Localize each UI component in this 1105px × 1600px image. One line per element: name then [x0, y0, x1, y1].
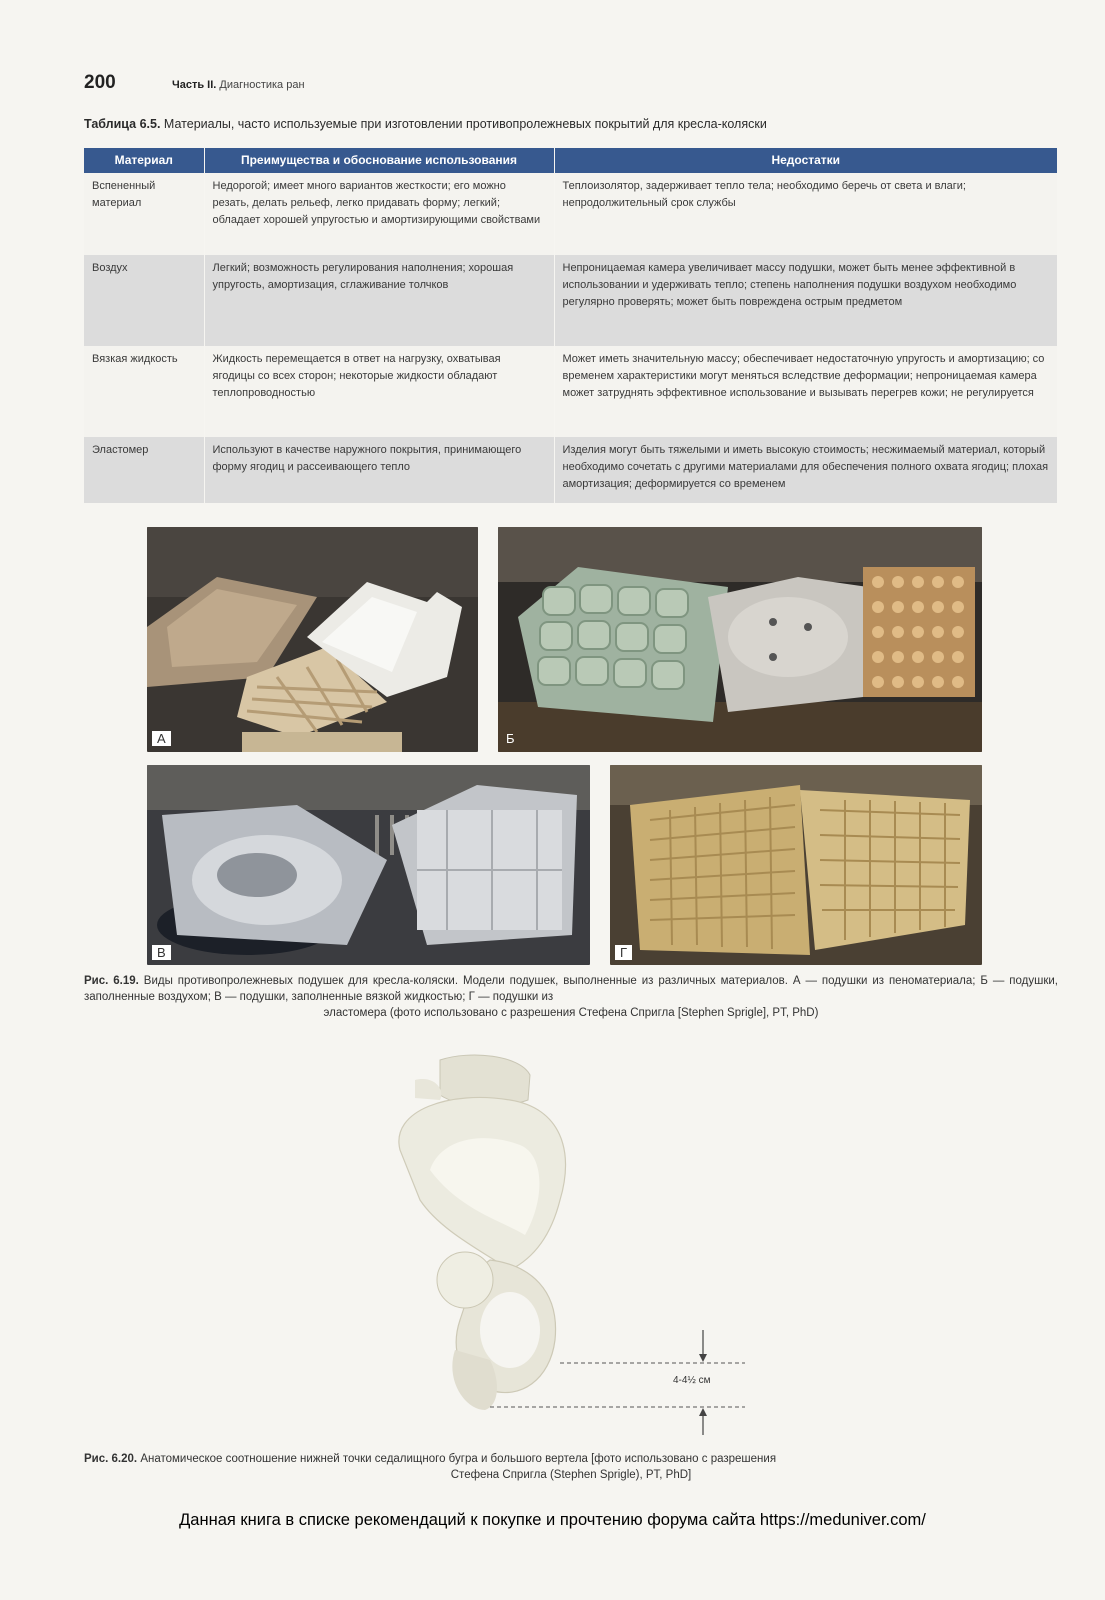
column-header: Недостатки	[554, 148, 1057, 173]
column-header: Материал	[84, 148, 204, 173]
table-row	[84, 255, 1057, 346]
table-row	[84, 173, 1057, 255]
table-caption-label: Таблица 6.5.	[84, 117, 161, 131]
figure-6-19-caption	[84, 973, 1058, 1021]
cell-advantages: Недорогой; имеет много вариантов жесткости; его можно резать, делать рельеф, легко придавать форму; легкий; обладает хорошей упругостью и амортизирующими свойствами	[204, 173, 554, 255]
table-caption	[84, 117, 767, 131]
footer-note: Данная книга в списке рекомендаций к покупке и прочтению форума сайта https://meduniver.com/	[179, 1511, 926, 1529]
section-title: Диагностика ран	[219, 79, 305, 91]
cell-material: Эластомер	[84, 437, 204, 503]
figure-6-20-caption	[84, 1451, 1058, 1483]
running-head	[172, 79, 305, 91]
photo-fluid-cushions	[147, 765, 590, 965]
figure-6-20-text-last: Стефена Спригла (Stephen Sprigle), PT, PhD]	[450, 1469, 692, 1481]
table-row	[84, 437, 1057, 503]
page-number: 200	[84, 72, 116, 93]
figure-6-19-text-last: эластомера (фото использовано с разрешения Стефена Спригла [Stephen Sprigle], PT, PhD)	[323, 1007, 819, 1019]
panel-label-g: Г	[615, 945, 632, 960]
table-header-row	[84, 148, 1057, 173]
figure-6-20-text: Анатомическое соотношение нижней точки седалищного бугра и большого вертела [фото использовано с разрешения	[140, 1453, 777, 1465]
photo-air-cushions	[498, 527, 982, 752]
cell-advantages: Используют в качестве наружного покрытия, принимающего форму ягодиц и рассеивающего тепло	[204, 437, 554, 503]
measurement-label: 4-4½ см	[673, 1375, 711, 1386]
cell-advantages: Жидкость перемещается в ответ на нагрузку, охватывая ягодицы со всех сторон; некоторые жидкости обладают теплопроводностью	[204, 346, 554, 437]
cell-advantages: Легкий; возможность регулирования наполнения; хорошая упругость, амортизация, сглаживание толчков	[204, 255, 554, 346]
pelvis-illustration	[360, 1050, 760, 1440]
table-row	[84, 346, 1057, 437]
cell-material: Вязкая жидкость	[84, 346, 204, 437]
panel-label-a: А	[152, 731, 171, 746]
panel-label-b: Б	[506, 731, 515, 746]
cell-disadvantages: Может иметь значительную массу; обеспечивает недостаточную упругость и амортизацию; со временем характеристики могут меняться вследствие деформации; непроницаемая камера может затруднять эффективное использование и вызывать перегрев кожи; не регулируется	[554, 346, 1057, 437]
panel-label-v: В	[152, 945, 171, 960]
figure-6-19-label: Рис. 6.19.	[84, 975, 139, 987]
column-header: Преимущества и обоснование использования	[204, 148, 554, 173]
cell-disadvantages: Теплоизолятор, задерживает тепло тела; необходимо беречь от света и влаги; непродолжительный срок службы	[554, 173, 1057, 255]
cell-material: Воздух	[84, 255, 204, 346]
figure-6-19-text: Виды противопролежневых подушек для кресла-коляски. Модели подушек, выполненные из различных материалов. А — подушки из пеноматериала; Б — подушки, заполненные воздухом; В — подушки, заполненные вязкой жидкостью; Г — подушки из	[84, 975, 1058, 1003]
cell-disadvantages: Изделия могут быть тяжелыми и иметь высокую стоимость; несжимаемый материал, который необходимо сочетать с другими материалами для обеспечения полного охвата ягодиц; плохая амортизация; деформируется со временем	[554, 437, 1057, 503]
photo-elastomer-cushions	[610, 765, 982, 965]
cell-disadvantages: Непроницаемая камера увеличивает массу подушки, может быть менее эффективной в использовании и удерживать тепло; степень наполнения подушки воздухом необходимо регулярно проверять; может быть повреждена острым предметом	[554, 255, 1057, 346]
figure-6-20-label: Рис. 6.20.	[84, 1453, 138, 1465]
materials-table	[84, 148, 1057, 503]
photo-foam-cushions	[147, 527, 478, 752]
part-label: Часть II.	[172, 79, 217, 91]
table-caption-text: Материалы, часто используемые при изготовлении противопролежневых покрытий для кресла-коляски	[163, 117, 767, 131]
cell-material: Вспененный материал	[84, 173, 204, 255]
